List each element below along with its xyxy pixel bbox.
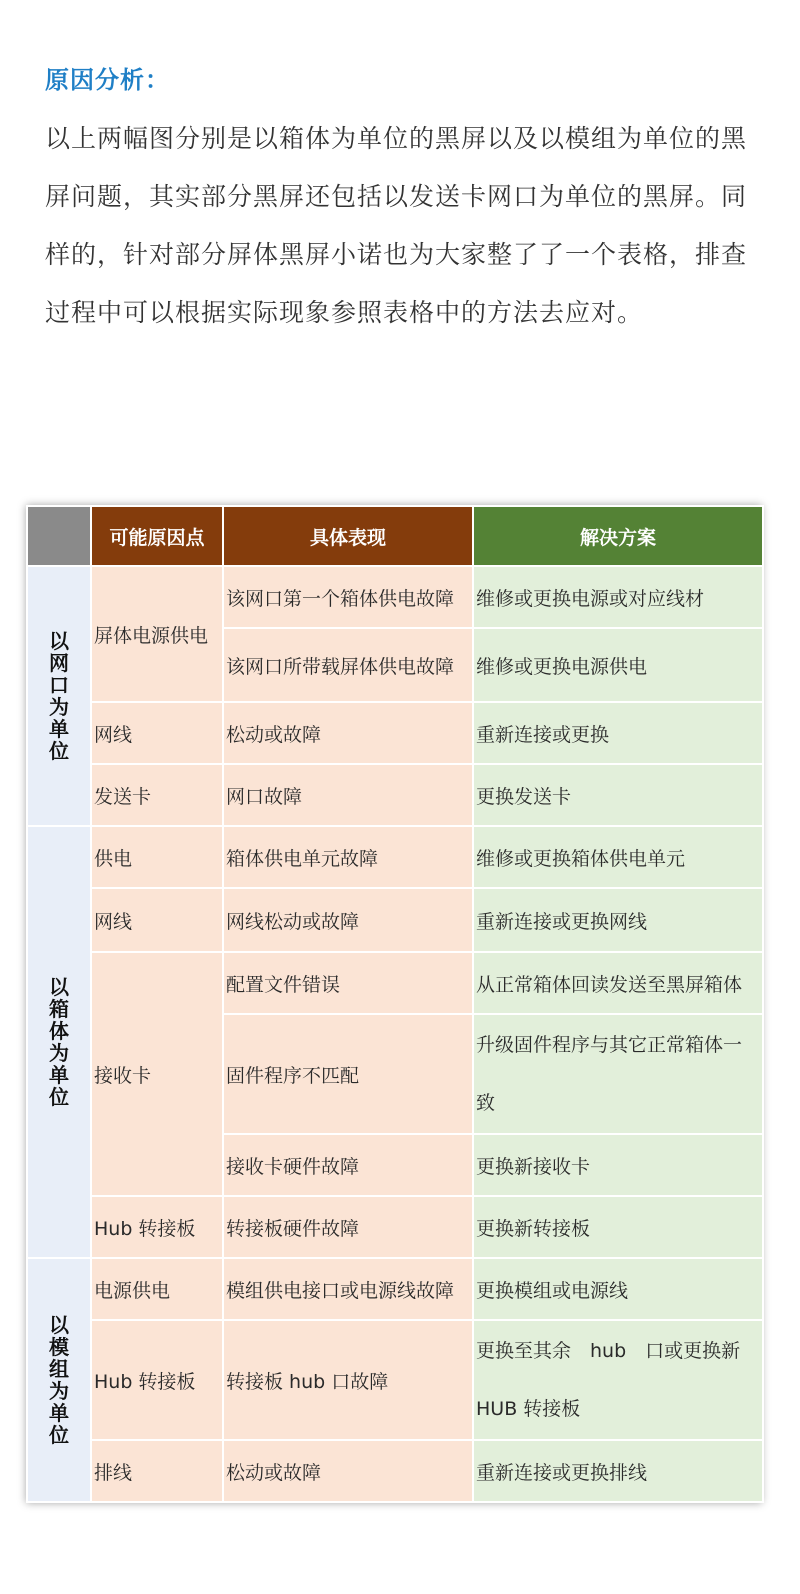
symptom-cell: 该网口所带载屏体供电故障: [223, 628, 473, 702]
table-header-row: [27, 506, 763, 566]
solution-cell: 维修或更换电源或对应线材: [473, 566, 763, 628]
section-heading: 原因分析：: [45, 66, 170, 94]
symptom-cell: 箱体供电单元故障: [223, 826, 473, 888]
cause-cell: 网线: [91, 888, 223, 952]
symptom-cell: 接收卡硬件故障: [223, 1134, 473, 1196]
table-row: [27, 888, 763, 952]
header-solution: 解决方案: [473, 506, 763, 566]
cause-cell: 网线: [91, 702, 223, 764]
cause-cell: 接收卡: [91, 952, 223, 1196]
symptom-cell: 松动或故障: [223, 702, 473, 764]
symptom-cell: 转接板 hub 口故障: [223, 1320, 473, 1440]
header-symptom: 具体表现: [223, 506, 473, 566]
table-row: [27, 952, 763, 1014]
solution-cell: 更换发送卡: [473, 764, 763, 826]
header-cause: 可能原因点: [91, 506, 223, 566]
symptom-cell: 网口故障: [223, 764, 473, 826]
table-row: [27, 1440, 763, 1502]
symptom-cell: 松动或故障: [223, 1440, 473, 1502]
symptom-cell: 该网口第一个箱体供电故障: [223, 566, 473, 628]
header-group: [27, 506, 91, 566]
group-label-cabinet: 以箱体为单位: [27, 826, 91, 1258]
troubleshooting-table-container: [26, 505, 762, 1503]
cause-cell: 电源供电: [91, 1258, 223, 1320]
symptom-cell: 转接板硬件故障: [223, 1196, 473, 1258]
cause-cell: 发送卡: [91, 764, 223, 826]
symptom-cell: 配置文件错误: [223, 952, 473, 1014]
symptom-cell: 网线松动或故障: [223, 888, 473, 952]
cause-cell: 排线: [91, 1440, 223, 1502]
table-row: [27, 826, 763, 888]
solution-cell: 更换新接收卡: [473, 1134, 763, 1196]
group-label-module: 以模组为单位: [27, 1258, 91, 1502]
solution-cell: 更换至其余 hub 口或更换新HUB 转接板: [473, 1320, 763, 1440]
symptom-cell: 固件程序不匹配: [223, 1014, 473, 1134]
group-label-port: 以网口为单位: [27, 566, 91, 826]
troubleshooting-table: [26, 505, 764, 1503]
table-row: [27, 1258, 763, 1320]
solution-cell: 更换新转接板: [473, 1196, 763, 1258]
solution-cell: 重新连接或更换网线: [473, 888, 763, 952]
cause-cell: 供电: [91, 826, 223, 888]
table-row: [27, 702, 763, 764]
solution-cell: 维修或更换电源供电: [473, 628, 763, 702]
analysis-paragraph: 以上两幅图分别是以箱体为单位的黑屏以及以模组为单位的黑屏问题，其实部分黑屏还包括以发送卡网口为单位的黑屏。同样的，针对部分屏体黑屏小诺也为大家整了了一个表格，排查过程中可以根据实际现象参照表格中的方法去应对。: [45, 124, 748, 327]
cause-cell: Hub 转接板: [91, 1196, 223, 1258]
solution-cell: 重新连接或更换排线: [473, 1440, 763, 1502]
table-row: [27, 1196, 763, 1258]
table-row: [27, 1320, 763, 1440]
solution-cell: 维修或更换箱体供电单元: [473, 826, 763, 888]
cause-cell: Hub 转接板: [91, 1320, 223, 1440]
solution-cell: 升级固件程序与其它正常箱体一致: [473, 1014, 763, 1134]
table-row: [27, 566, 763, 628]
solution-cell: 更换模组或电源线: [473, 1258, 763, 1320]
symptom-cell: 模组供电接口或电源线故障: [223, 1258, 473, 1320]
table-row: [27, 764, 763, 826]
solution-cell: 重新连接或更换: [473, 702, 763, 764]
solution-cell: 从正常箱体回读发送至黑屏箱体: [473, 952, 763, 1014]
cause-cell: 屏体电源供电: [91, 566, 223, 702]
